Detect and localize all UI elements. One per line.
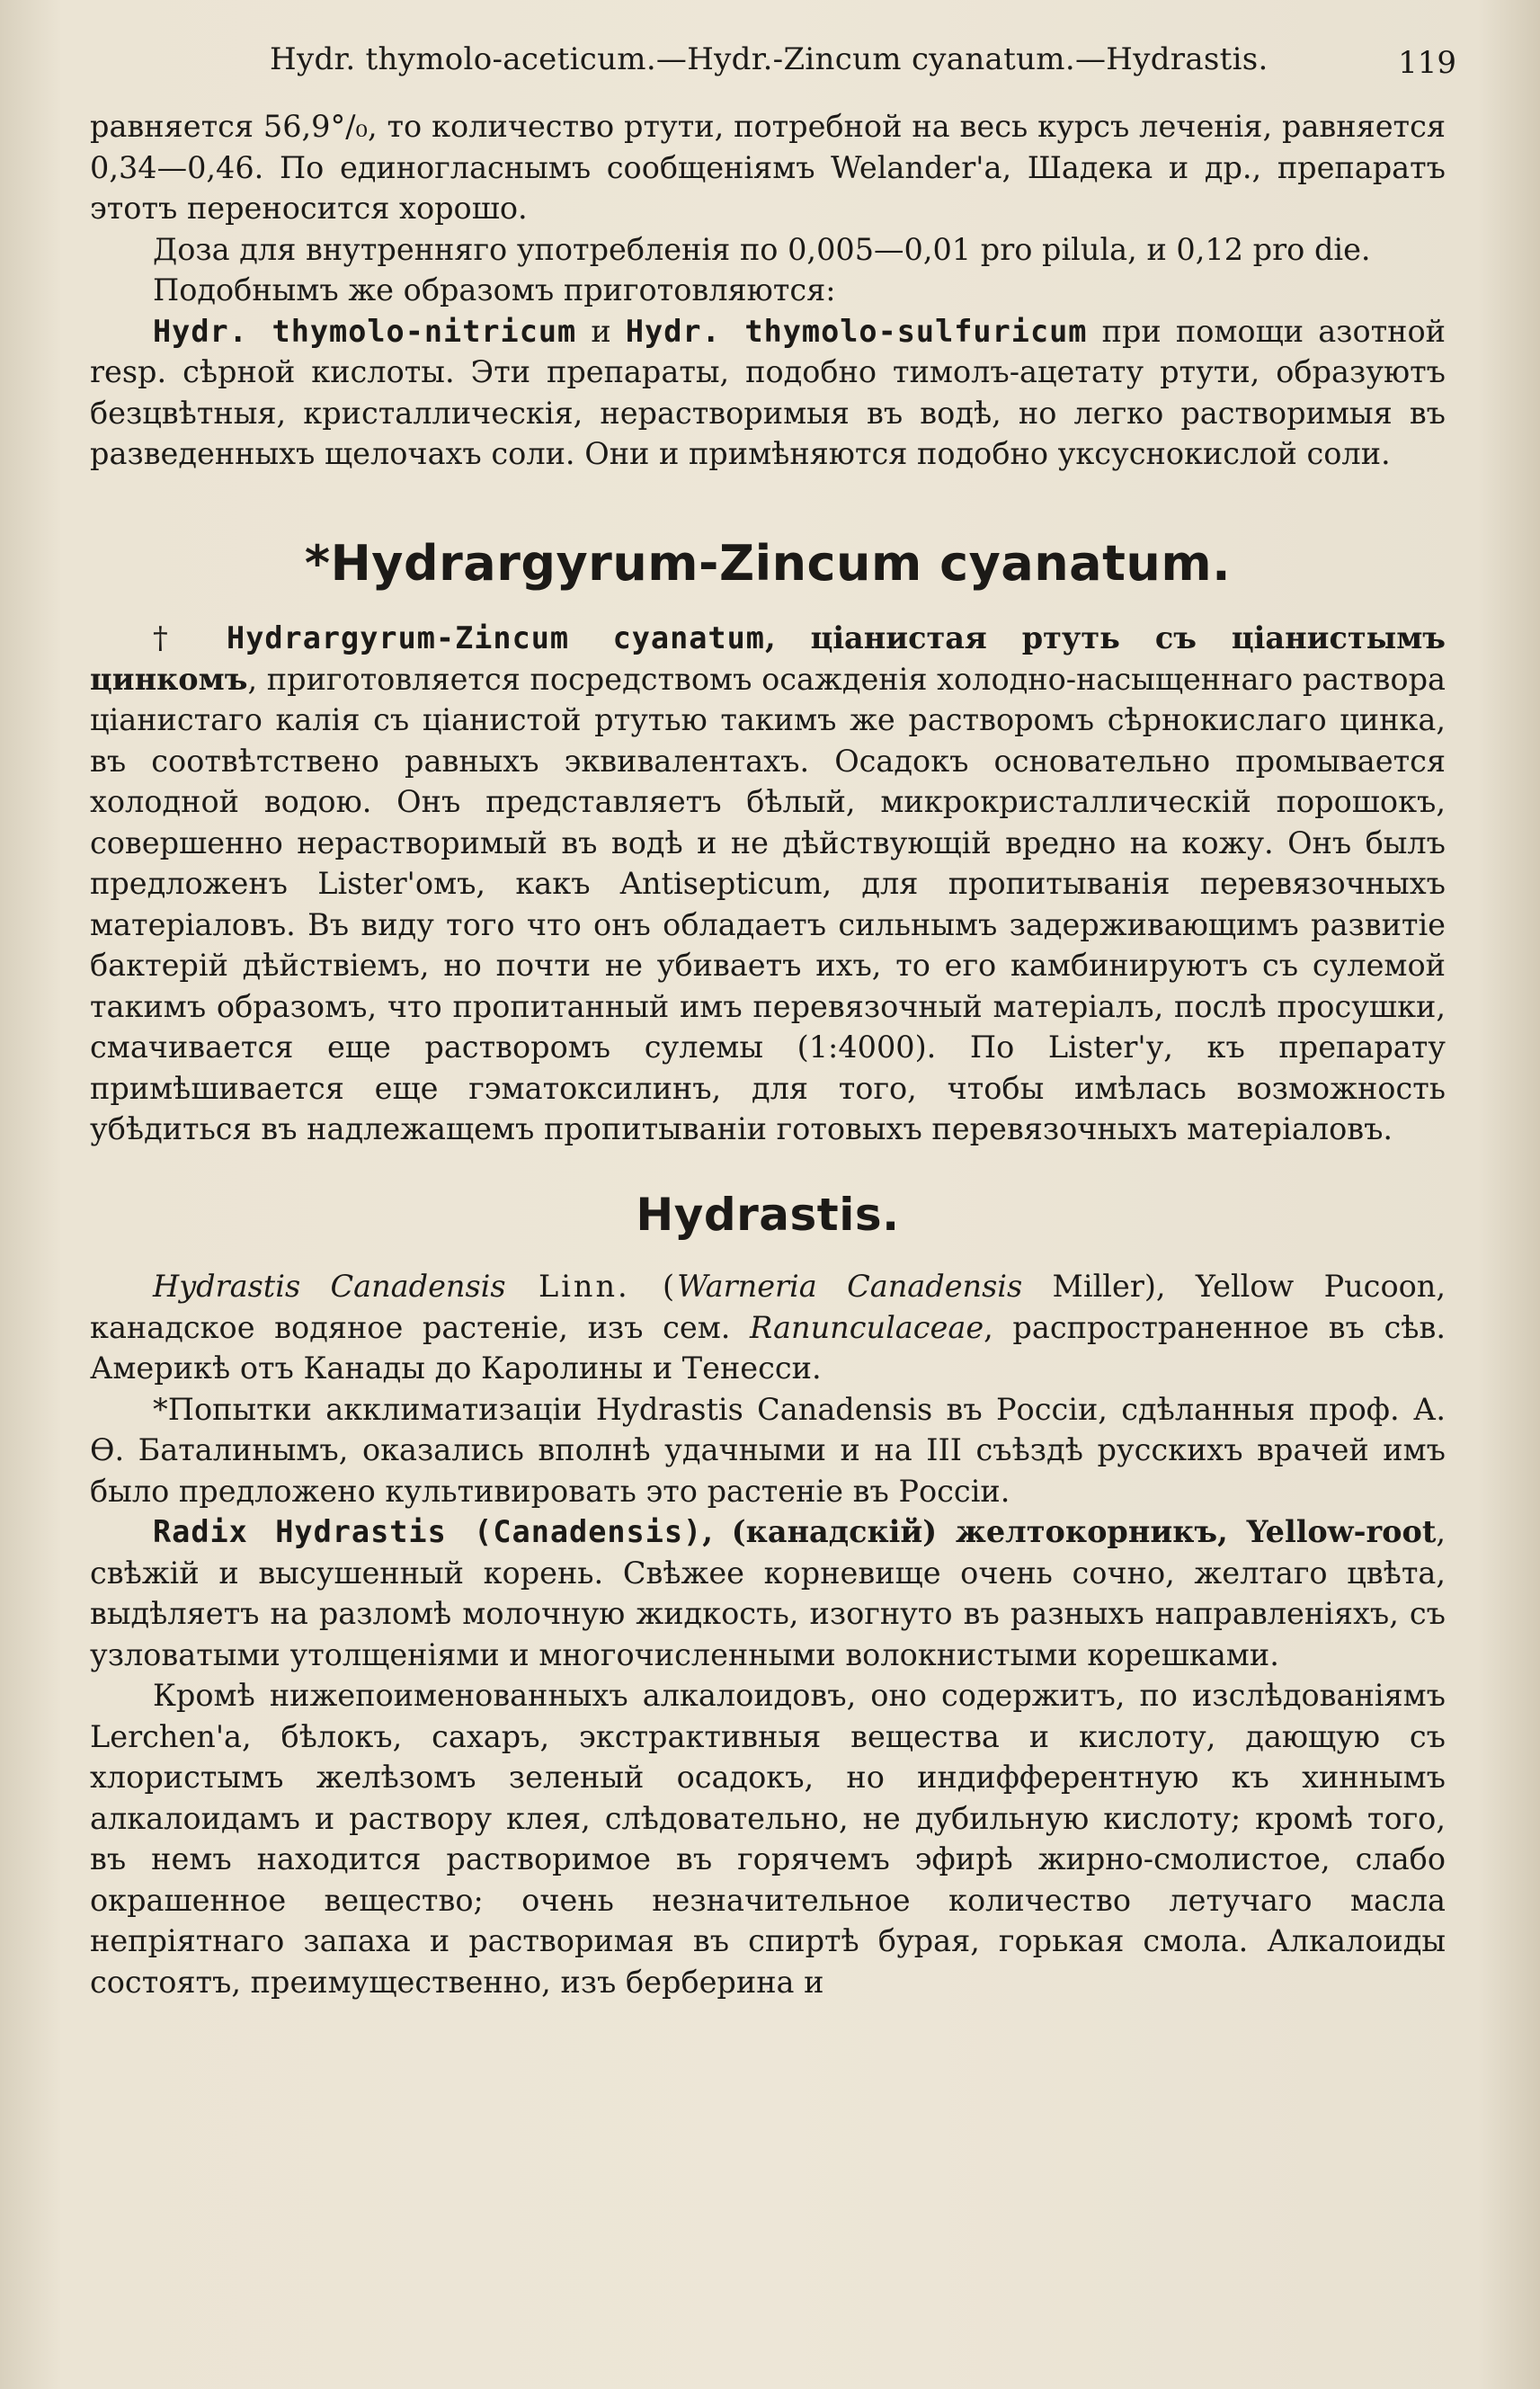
term-russian-name: , ціанистая ртуть съ ціанистымъ цинкомъ [90,620,1446,697]
family-name: Ranunculaceae [750,1309,984,1345]
page-body [90,106,1446,2002]
paragraph-dose: Доза для внутренняго употребленія по 0,005—0,01 pro pilula, и 0,12 pro die. [153,231,1371,267]
paragraph-dosage-continuation: равняется 56,9°/₀, то количество ртути, потребной на весь курсъ леченія, равняется 0,34—0,46. По единогласнымъ сообщеніямъ Welander'a, Шадека и др., препаратъ этотъ переносится хорошо. [90,109,1446,226]
term-radix-hydrastis: Radix Hydrastis (Canadensis) [153,1514,703,1549]
term-thymolo-nitricum: Hydr. thymolo-nitricum [153,313,577,349]
paragraph-text: , распространенное въ сѣв. Америкѣ отъ Канады до Каролины и Тенесси. [90,1309,1446,1386]
section-title-hydrastis: Hydrastis. [636,1188,900,1241]
dagger-mark: † [153,620,227,655]
paragraph-acclimatization: *Попытки акклиматизаціи Hydrastis Canadensis въ Россіи, сдѣланныя проф. А. Ѳ. Баталинымъ, оказались вполнѣ удачными и на III съѣздѣ русскихъ врачей имъ было предложено культивировать это растеніе въ Россіи. [90,1391,1446,1509]
term-thymolo-sulfuricum: Hydr. thymolo-sulfuricum [625,313,1088,349]
paragraph-similar-prep: Подобнымъ же образомъ приготовляются: [153,272,836,308]
author-text: Linn. ( [505,1269,678,1304]
paragraph-text: , свѣжій и высушенный корень. Свѣжее корневище очень сочно, желтаго цвѣта, выдѣляетъ на разломѣ молочную жидкость, изогнуто въ разныхъ направленіяхъ, съ узловатыми утолщеніями и многочисленными волокнистыми корешками. [90,1514,1446,1672]
species-name: Hydrastis Canadensis [153,1269,506,1304]
paragraph-text: Miller), Yellow Pucoon, канадское водяное растеніе, изъ сем. [90,1269,1447,1345]
synonym-name: Warneria Canadensis [677,1269,1023,1304]
page-header [270,41,1456,86]
paragraph-radix-hydrastis [90,1511,1446,1675]
paragraph-text: , приготовляется посредствомъ осажденія холодно-насыщеннаго раствора ціанистаго калія съ ціанистой ртутью такимъ же растворомъ сѣрнокислаго цинка, въ соотвѣтствено равныхъ эквивалентахъ. Осадокъ основательно промывается холодной водою. Онъ представляетъ бѣлый, микрокристаллическій порошокъ, совершенно нерастворимый въ водѣ и не дѣйствующій вредно на кожу. Онъ былъ предложенъ Lister'омъ, какъ Antisepticum, для пропитыванія перевязочныхъ матеріаловъ. Въ виду того что онъ обладаетъ сильнымъ задерживающимъ развитіе бактерій дѣйствіемъ, но почти не убиваетъ ихъ, то его камбинируютъ съ сулемой такимъ образомъ, что пропитанный имъ перевязочный матеріалъ, послѣ просушки, смачивается еще растворомъ сулемы (1:4000). По Lister'у, къ препарату примѣшивается еще гэматоксилинъ, для того, чтобы имѣлась возможность убѣдиться въ надлежащемъ пропитываніи готовыхъ перевязочныхъ матеріаловъ. [90,661,1446,1146]
conjunction: и [576,313,626,349]
paragraph-text: при помощи азотной resp. сѣрной кислоты. Эти препараты, подобно тимолъ-ацетату ртути, образуютъ безцвѣтныя, кристаллическія, нерастворимыя въ водѣ, но легко растворимыя въ разведенныхъ щелочахъ соли. Они и примѣняются подобно уксуснокислой соли. [90,313,1446,471]
term-hydrargyrum-zincum: Hydrargyrum-Zincum cyanatum [227,620,765,655]
running-title: Hydr. thymolo-aceticum.—Hydr.-Zincum cyanatum.—Hydrastis. [270,41,1268,77]
paragraph-hydrastis-intro [90,1266,1446,1389]
paragraph-nitric-sulfuric [90,311,1446,475]
paragraph-hydrargyrum-zincum [90,618,1446,1150]
section-title-hydrargyrum-zincum: *Hydrargyrum-Zincum cyanatum. [304,534,1232,592]
page-number: 119 [1398,45,1456,81]
term-russian-name: , (канадскій) желтокорникъ, Yellow-root [702,1514,1437,1549]
paragraph-composition: Кромѣ нижепоименованныхъ алкалоидовъ, оно содержитъ, по изслѣдованіямъ Lerchen'a, бѣлокъ, сахаръ, экстрактивныя вещества и кислоту, дающую съ хлористымъ желѣзомъ зеленый осадокъ, но индифферентную къ хиннымъ алкалоидамъ и раствору клея, слѣдовательно, не дубильную кислоту; кромѣ того, въ немъ находится растворимое въ горячемъ эфирѣ жирно-смолистое, слабо окрашенное вещество; очень незначительное количество летучаго масла непріятнаго запаха и растворимая въ спиртѣ бурая, горькая смола. Алкалоиды состоятъ, преимущественно, изъ берберина и [90,1678,1446,2000]
